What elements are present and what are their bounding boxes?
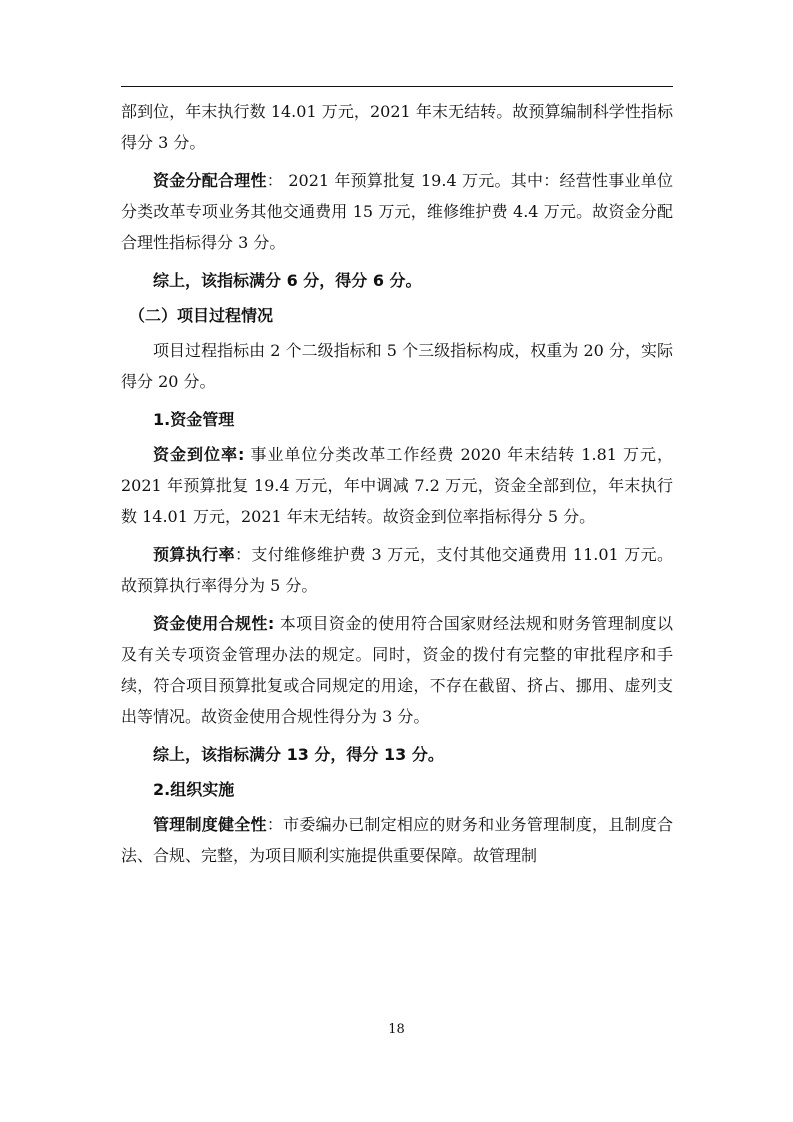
subheading-organization: 2.组织实施 <box>153 780 235 799</box>
paragraph-fund-allocation: 资金分配合理性： 2021 年预算批复 19.4 万元。其中：经营性事业单位分类改革专项业务其他交通费用 15 万元，维修维护费 4.4 万元。故资金分配合理性指标得分 3 分。 <box>121 171 673 252</box>
subheading-fund-management: 1.资金管理 <box>153 410 235 429</box>
label-management-system: 管理制度健全性 <box>153 815 267 834</box>
paragraph-fund-arrival-rate: 资金到位率: 事业单位分类改革工作经费 2020 年末结转 1.81 万元，2021 年预算批复 19.4 万元，年中调减 7.2 万元，资金全部到位，年末执行数 14.01 万元，2021 年末无结转。故资金到位率指标得分 5 分。 <box>121 445 673 526</box>
paragraph-fund-compliance: 资金使用合规性: 本项目资金的使用符合国家财经法规和财务管理制度以及有关专项资金管理办法的规定。同时，资金的拨付有完整的审批程序和手续，符合项目预算批复或合同规定的用途，不存在截留、挤占、挪用、虚列支出等情况。故资金使用合规性得分为 3 分。 <box>121 614 673 726</box>
summary-score-2: 综上，该指标满分 13 分，得分 13 分。 <box>153 745 444 764</box>
document-body <box>121 96 673 878</box>
paragraph-continuation: 部到位，年末执行数 14.01 万元，2021 年末无结转。故预算编制科学性指标得分 3 分。 <box>121 102 673 152</box>
paragraph-management-system: 管理制度健全性：市委编办已制定相应的财务和业务管理制度，且制度合法、合规、完整，为项目顺利实施提供重要保障。故管理制 <box>121 815 673 865</box>
label-fund-allocation: 资金分配合理性 <box>153 171 267 190</box>
label-fund-compliance: 资金使用合规性: <box>153 614 275 633</box>
summary-score-1: 综上，该指标满分 6 分，得分 6 分。 <box>153 271 422 290</box>
paragraph-process-overview: 项目过程指标由 2 个二级指标和 5 个三级指标构成，权重为 20 分，实际得分 20 分。 <box>121 341 673 391</box>
header-rule <box>121 86 673 87</box>
label-budget-execution: 预算执行率 <box>153 545 235 564</box>
section-heading-process: （二）项目过程情况 <box>129 306 274 325</box>
label-fund-arrival-rate: 资金到位率: <box>153 445 245 464</box>
paragraph-budget-execution: 预算执行率：支付维修维护费 3 万元，支付其他交通费用 11.01 万元。故预算执行率得分为 5 分。 <box>121 545 673 595</box>
page-number: 18 <box>388 1022 405 1037</box>
